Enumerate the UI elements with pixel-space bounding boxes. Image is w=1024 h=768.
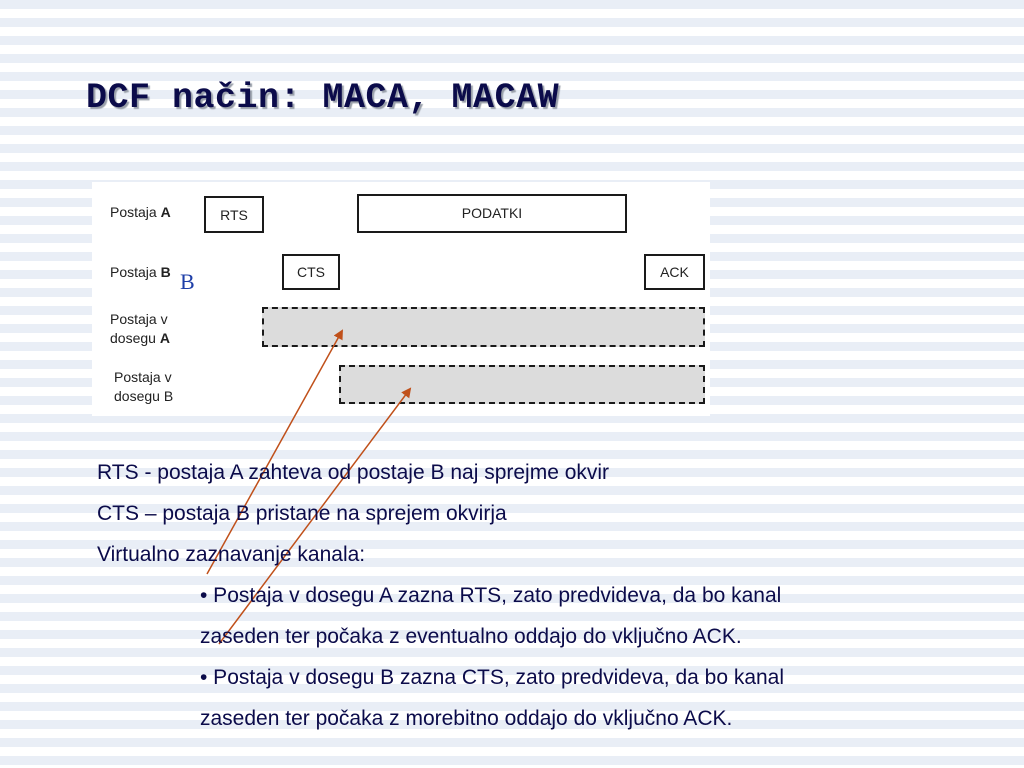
label-range-b-line2: dosegu B bbox=[114, 388, 174, 404]
data-frame: PODATKI bbox=[357, 194, 627, 233]
cts-frame: CTS bbox=[282, 254, 340, 290]
cts-description: CTS – postaja B pristane na sprejem okvirja bbox=[97, 502, 507, 525]
label-station-a-prefix: Postaja bbox=[110, 204, 161, 220]
label-station-b-letter: B bbox=[160, 264, 171, 280]
label-range-a-letter: A bbox=[159, 330, 170, 346]
virtual-sensing-heading: Virtualno zaznavanje kanala: bbox=[97, 543, 366, 566]
bullet-range-a-line2: zaseden ter počaka z eventualno oddajo do vključno ACK. bbox=[200, 625, 742, 648]
label-station-a-letter: A bbox=[160, 204, 171, 220]
overlay-letter-b: B bbox=[180, 269, 195, 294]
label-range-b-line1: Postaja v bbox=[114, 369, 172, 385]
slide-title: DCF način: MACA, MACAW bbox=[86, 78, 560, 118]
label-range-a-line2-prefix: dosegu bbox=[110, 330, 160, 346]
label-station-b-prefix: Postaja bbox=[110, 264, 161, 280]
rts-description: RTS - postaja A zahteva od postaje B naj sprejme okvir bbox=[97, 461, 610, 484]
explanation-text bbox=[97, 452, 1007, 739]
rts-frame: RTS bbox=[204, 196, 264, 233]
label-range-a-line1: Postaja v bbox=[110, 311, 168, 327]
ack-frame: ACK bbox=[644, 254, 705, 290]
bullet-range-a-line1: • Postaja v dosegu A zazna RTS, zato predvideva, da bo kanal bbox=[200, 584, 782, 607]
bullet-range-b-line2: zaseden ter počaka z morebitno oddajo do vključno ACK. bbox=[200, 707, 733, 730]
bullet-range-b-line1: • Postaja v dosegu B zazna CTS, zato predvideva, da bo kanal bbox=[200, 666, 785, 689]
